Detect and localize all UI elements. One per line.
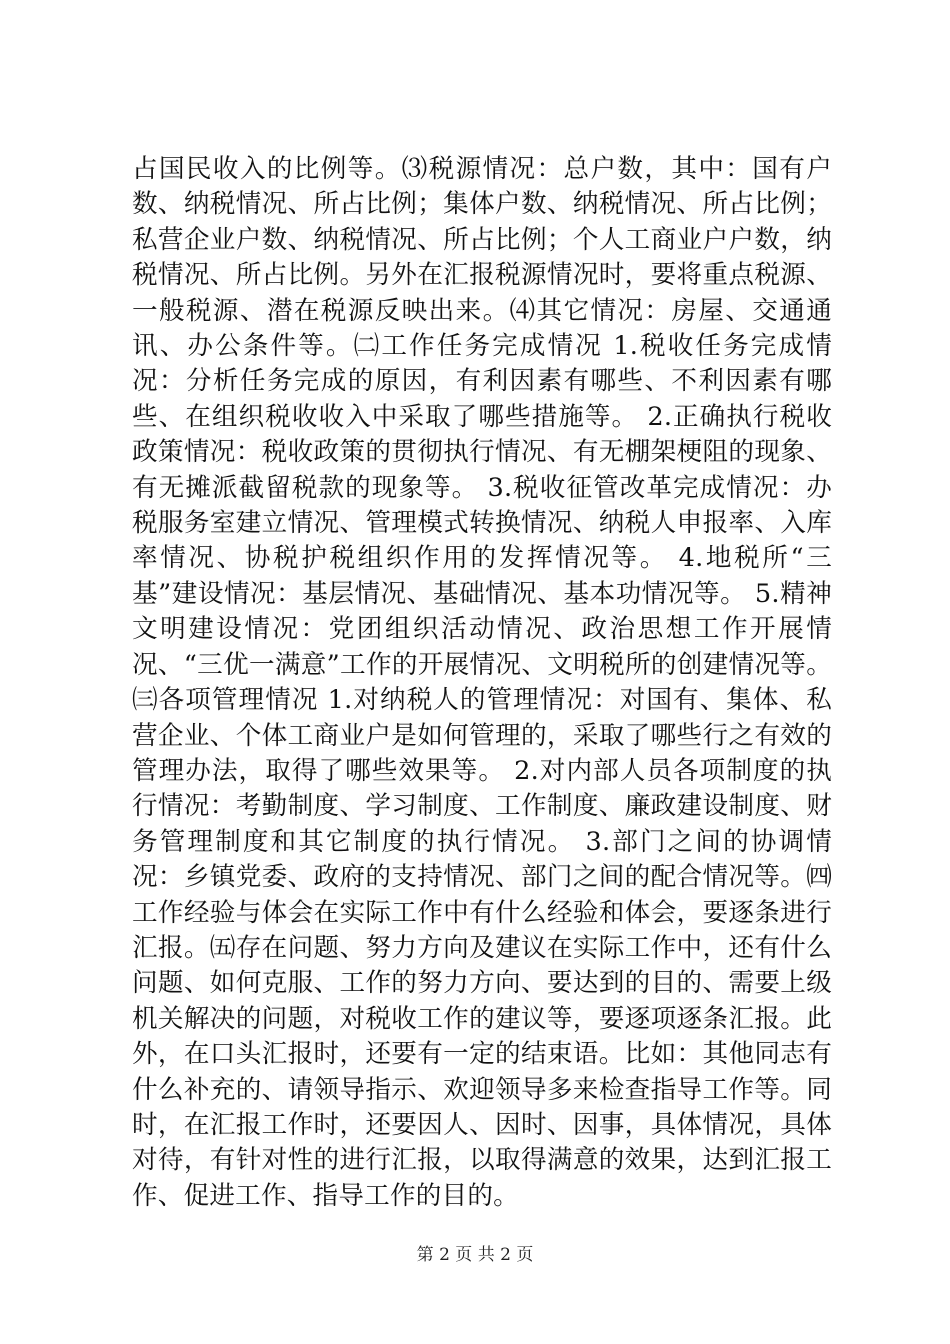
page-number-footer: 第 2 页 共 2 页	[416, 1245, 534, 1265]
body-paragraph: 占国民收入的比例等。⑶税源情况：总户数，其中：国有户数、纳税情况、所占比例；集体户数、纳税情况、所占比例；私营企业户数、纳税情况、所占比例；个人工商业户户数，纳税情况、所占比例。另外在汇报税源情况时，要将重点税源、一般税源、潜在税源反映出来。⑷其它情况：房屋、交通通讯、办公条件等。㈡工作任务完成情况 1.税收任务完成情况：分析任务完成的原因，有利因素有哪些、不利因素有哪些、在组织税收收入中采取了哪些措施等。 2.正确执行税收政策情况：税收政策的贯彻执行情况、有无棚架梗阻的现象、有无摊派截留税款的现象等。 3.税收征管改革完成情况：办税服务室建立情况、管理模式转换情况、纳税人申报率、入库率情况、协税护税组织作用的发挥情况等。 4.地税所“三基”建设情况：基层情况、基础情况、基本功情况等。 5.精神文明建设情况：党团组织活动情况、政治思想工作开展情况、“三优一满意”工作的开展情况、文明税所的创建情况等。㈢各项管理情况 1.对纳税人的管理情况：对国有、集体、私营企业、个体工商业户是如何管理的，采取了哪些行之有效的管理办法，取得了哪些效果等。 2.对内部人员各项制度的执行情况：考勤制度、学习制度、工作制度、廉政建设制度、财务管理制度和其它制度的执行情况。 3.部门之间的协调情况：乡镇党委、政府的支持情况、部门之间的配合情况等。㈣工作经验与体会在实际工作中有什么经验和体会，要逐条进行汇报。㈤存在问题、努力方向及建议在实际工作中，还有什么问题、如何克服、工作的努力方向、要达到的目的、需要上级机关解决的问题，对税收工作的建议等，要逐项逐条汇报。此外，在口头汇报时，还要有一定的结束语。比如：其他同志有什么补充的、请领导指示、欢迎领导多来检查指导工作等。同时，在汇报工作时，还要因人、因时、因事，具体情况，具体对待，有针对性的进行汇报，以取得满意的效果，达到汇报工作、促进工作、指导工作的目的。	[132, 154, 832, 1211]
